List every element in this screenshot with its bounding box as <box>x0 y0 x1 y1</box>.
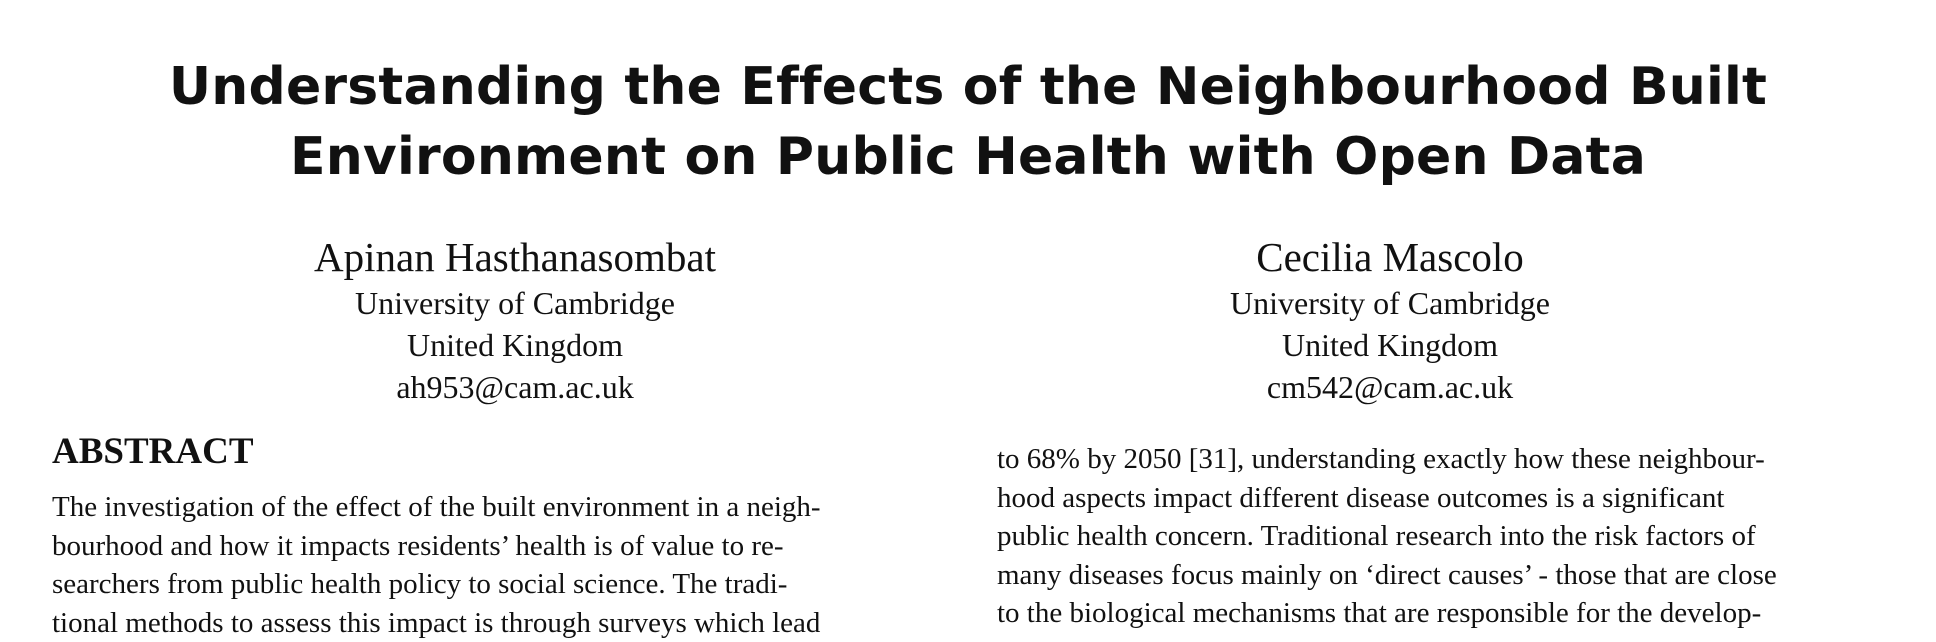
author-affiliation: University of Cambridge <box>165 282 865 324</box>
author-name: Apinan Hasthanasombat <box>165 232 865 282</box>
author-name: Cecilia Mascolo <box>1040 232 1740 282</box>
abstract-line: bourhood and how it impacts residents’ health is of value to re- <box>52 527 922 566</box>
abstract-body <box>52 488 922 642</box>
paper-title <box>0 52 1936 192</box>
author-email: ah953@cam.ac.uk <box>165 366 865 408</box>
body-line: to 68% by 2050 [31], understanding exactly how these neighbour- <box>997 440 1867 479</box>
right-column-body <box>997 440 1867 633</box>
abstract-line: The investigation of the effect of the built environment in a neigh- <box>52 488 922 527</box>
body-line: to the biological mechanisms that are responsible for the develop- <box>997 594 1867 633</box>
body-line: many diseases focus mainly on ‘direct causes’ - those that are close <box>997 556 1867 595</box>
title-line-1: Understanding the Effects of the Neighbourhood Built <box>0 52 1936 122</box>
body-line: public health concern. Traditional research into the risk factors of <box>997 517 1867 556</box>
abstract-line: searchers from public health policy to social science. The tradi- <box>52 565 922 604</box>
author-country: United Kingdom <box>1040 324 1740 366</box>
title-line-2: Environment on Public Health with Open Data <box>0 122 1936 192</box>
abstract-heading: ABSTRACT <box>52 430 254 474</box>
body-line: hood aspects impact different disease outcomes is a significant <box>997 479 1867 518</box>
author-block-2 <box>1040 232 1740 408</box>
author-block-1 <box>165 232 865 408</box>
author-email: cm542@cam.ac.uk <box>1040 366 1740 408</box>
author-country: United Kingdom <box>165 324 865 366</box>
abstract-line: tional methods to assess this impact is through surveys which lead <box>52 604 922 642</box>
author-affiliation: University of Cambridge <box>1040 282 1740 324</box>
